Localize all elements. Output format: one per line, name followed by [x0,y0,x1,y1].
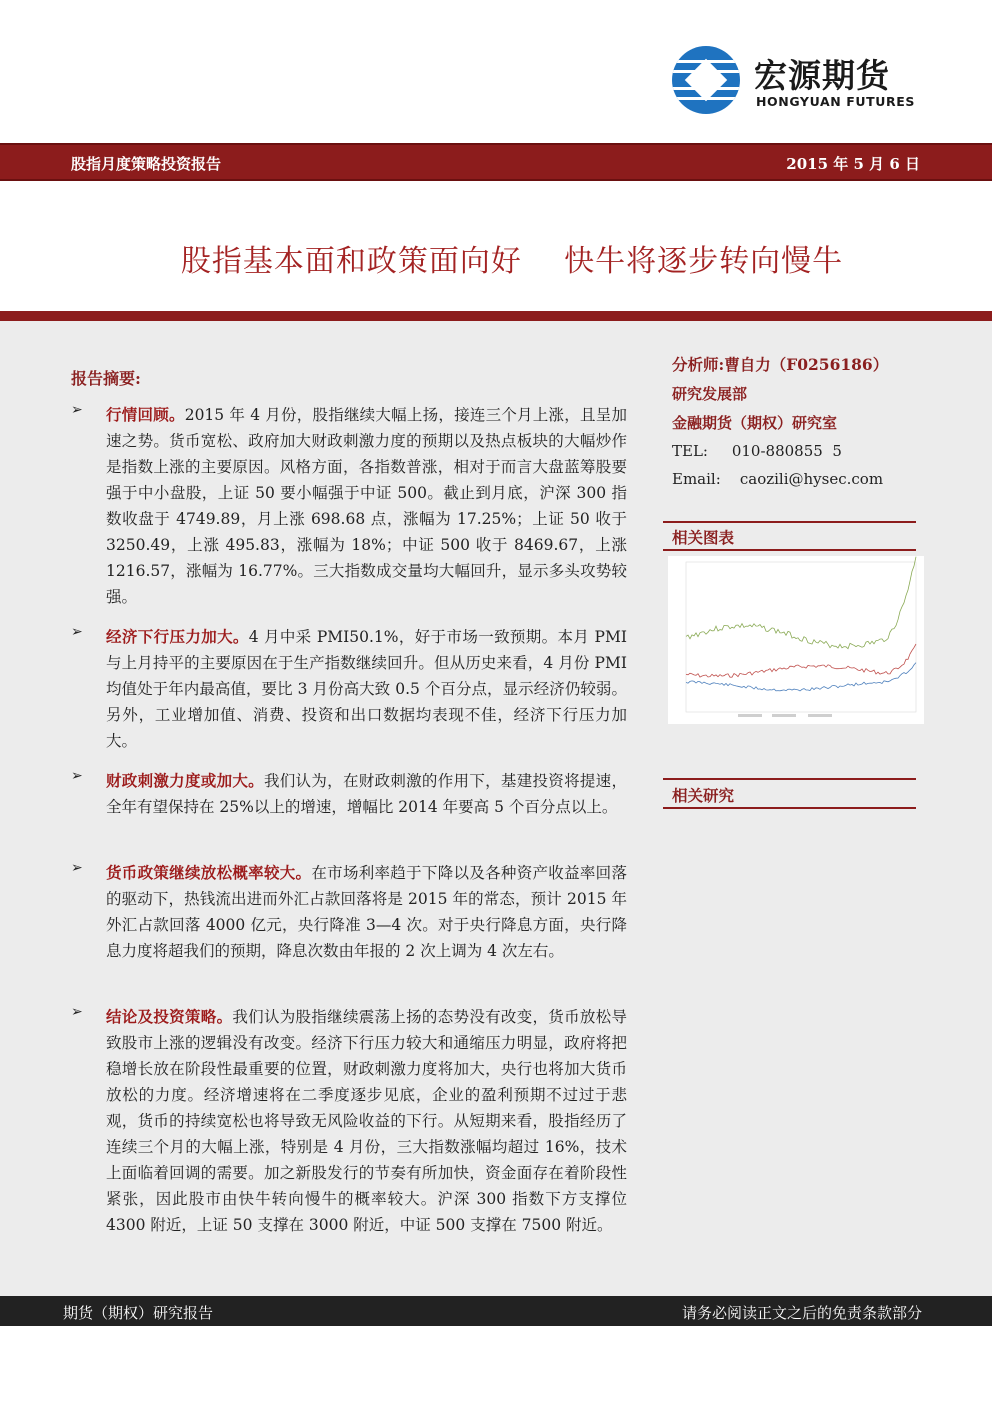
arrow-bullet-icon: ➢ [71,768,83,784]
logo-english-name: HONGYUAN FUTURES [756,94,915,109]
arrow-bullet-icon: ➢ [71,1004,83,1020]
item-text: 我们认为股指继续震荡上扬的态势没有改变，货币放松导致股市上涨的逻辑没有改变。经济下行压力较大和通缩压力明显，政府将把稳增长放在阶段性最重要的位置，财政刺激力度将加大，央行也将加大货币放松的力度。经济增速将在二季度逐步见底，企业的盈利预期不过过于悲观，货币的持续宽松也将导致无风险收益的下行。从短期来看，股指经历了连续三个月的大幅上涨，特别是 4 月份，三大指数涨幅均超过 16%，技术上面临着回调的需要。加之新股发行的节奏有所加快，资金面存在着阶段性紧张，因此股市由快牛转向慢牛的概率较大。沪深 300 指数下方支撑位 4300 附近，上证 50 支撑在 3000 附近，中证 500 支撑在 7500 附近。 [106,1008,627,1234]
title-divider [0,311,992,321]
item-label: 行情回顾。 [106,405,185,424]
logo-emblem-icon [672,46,740,114]
related-research-heading: 相关研究 [672,786,735,805]
item-text: 我们认为，在财政刺激的作用下，基建投资将提速，全年有望保持在 25%以上的增速，增幅比 2014 年要高 5 个百分点以上。 [106,772,627,816]
analyst-name: 分析师:曹自力（F0256186） [672,355,889,374]
related-charts-rule [663,521,916,523]
related-charts-heading: 相关图表 [672,528,735,547]
logo-chinese-name: 宏源期货 [754,56,890,95]
contact-email [672,470,883,488]
index-trend-chart [668,556,924,724]
report-date: 2015 年 5 月 6 日 [786,155,920,173]
tel-value: 010-880855 5 [731,442,842,460]
item-label: 经济下行压力加大。 [106,627,249,646]
item-label: 货币政策继续放松概率较大。 [106,863,312,882]
arrow-bullet-icon: ➢ [71,624,83,640]
footer-left: 期货（期权）研究报告 [63,1304,214,1322]
item-label: 财政刺激力度或加大。 [106,771,264,790]
related-research-rule [663,778,916,780]
report-type: 股指月度策略投资报告 [71,155,222,173]
department: 研究发展部 [672,385,748,403]
email-value[interactable]: caozili@hysec.com [739,470,884,488]
footer-disclaimer: 请务必阅读正文之后的免责条款部分 [681,1304,922,1322]
arrow-bullet-icon: ➢ [71,860,83,876]
item-text: 4 月中采 PMI50.1%，好于市场一致预期。本月 PMI 与上月持平的主要原因在于生产指数继续回升。但从历史来看，4 月份 PMI 均值处于年内最高值，要比 3 月份高大致 0.5 个百分点，显示经济仍较弱。另外，工业增加值、消费、投资和出口数据均表现不佳，经济下行压力加大。 [106,628,627,750]
summary-heading: 报告摘要: [71,369,141,388]
related-chart-thumbnail [668,556,924,724]
footer-bar [0,1296,992,1326]
item-text: 2015 年 4 月份，股指继续大幅上扬，接连三个月上涨，且呈加速之势。货币宽松、政府加大财政刺激力度的预期以及热点板块的大幅炒作是指数上涨的主要原因。风格方面，各指数普涨，相对于而言大盘蓝筹股要强于中小盘股，上证 50 要小幅强于中证 500。截止到月底，沪深 300 指数收盘于 4749.89，月上涨 698.68 点，涨幅为 17.25%；上证 50 收于 3250.49，上涨 495.83，涨幅为 18%；中证 500 收于 8469.67，上涨 1216.57，涨幅为 16.77%。三大指数成交量均大幅回升，显示多头攻势较强。 [106,406,627,606]
hongyuan-logo [672,46,922,118]
contact-tel [672,442,842,460]
related-charts-underline [663,549,916,551]
related-research-underline [663,807,916,809]
tel-label: TEL: [672,442,708,460]
research-lab: 金融期货（期权）研究室 [672,414,838,432]
arrow-bullet-icon: ➢ [71,402,83,418]
page-title: 股指基本面和政策面向好 快牛将逐步转向慢牛 [180,244,844,279]
item-text: 在市场利率趋于下降以及各种资产收益率回落的驱动下，热钱流出进而外汇占款回落将是 2015 年的常态，预计 2015 年外汇占款回落 4000 亿元，央行降准 3—4 次。对于央行降息方面，央行降息力度将超我们的预期，降息次数由年报的 2 次上调为 4 次左右。 [106,864,627,960]
email-label: Email: [672,470,721,488]
header-bar [0,143,992,181]
item-label: 结论及投资策略。 [106,1007,233,1026]
